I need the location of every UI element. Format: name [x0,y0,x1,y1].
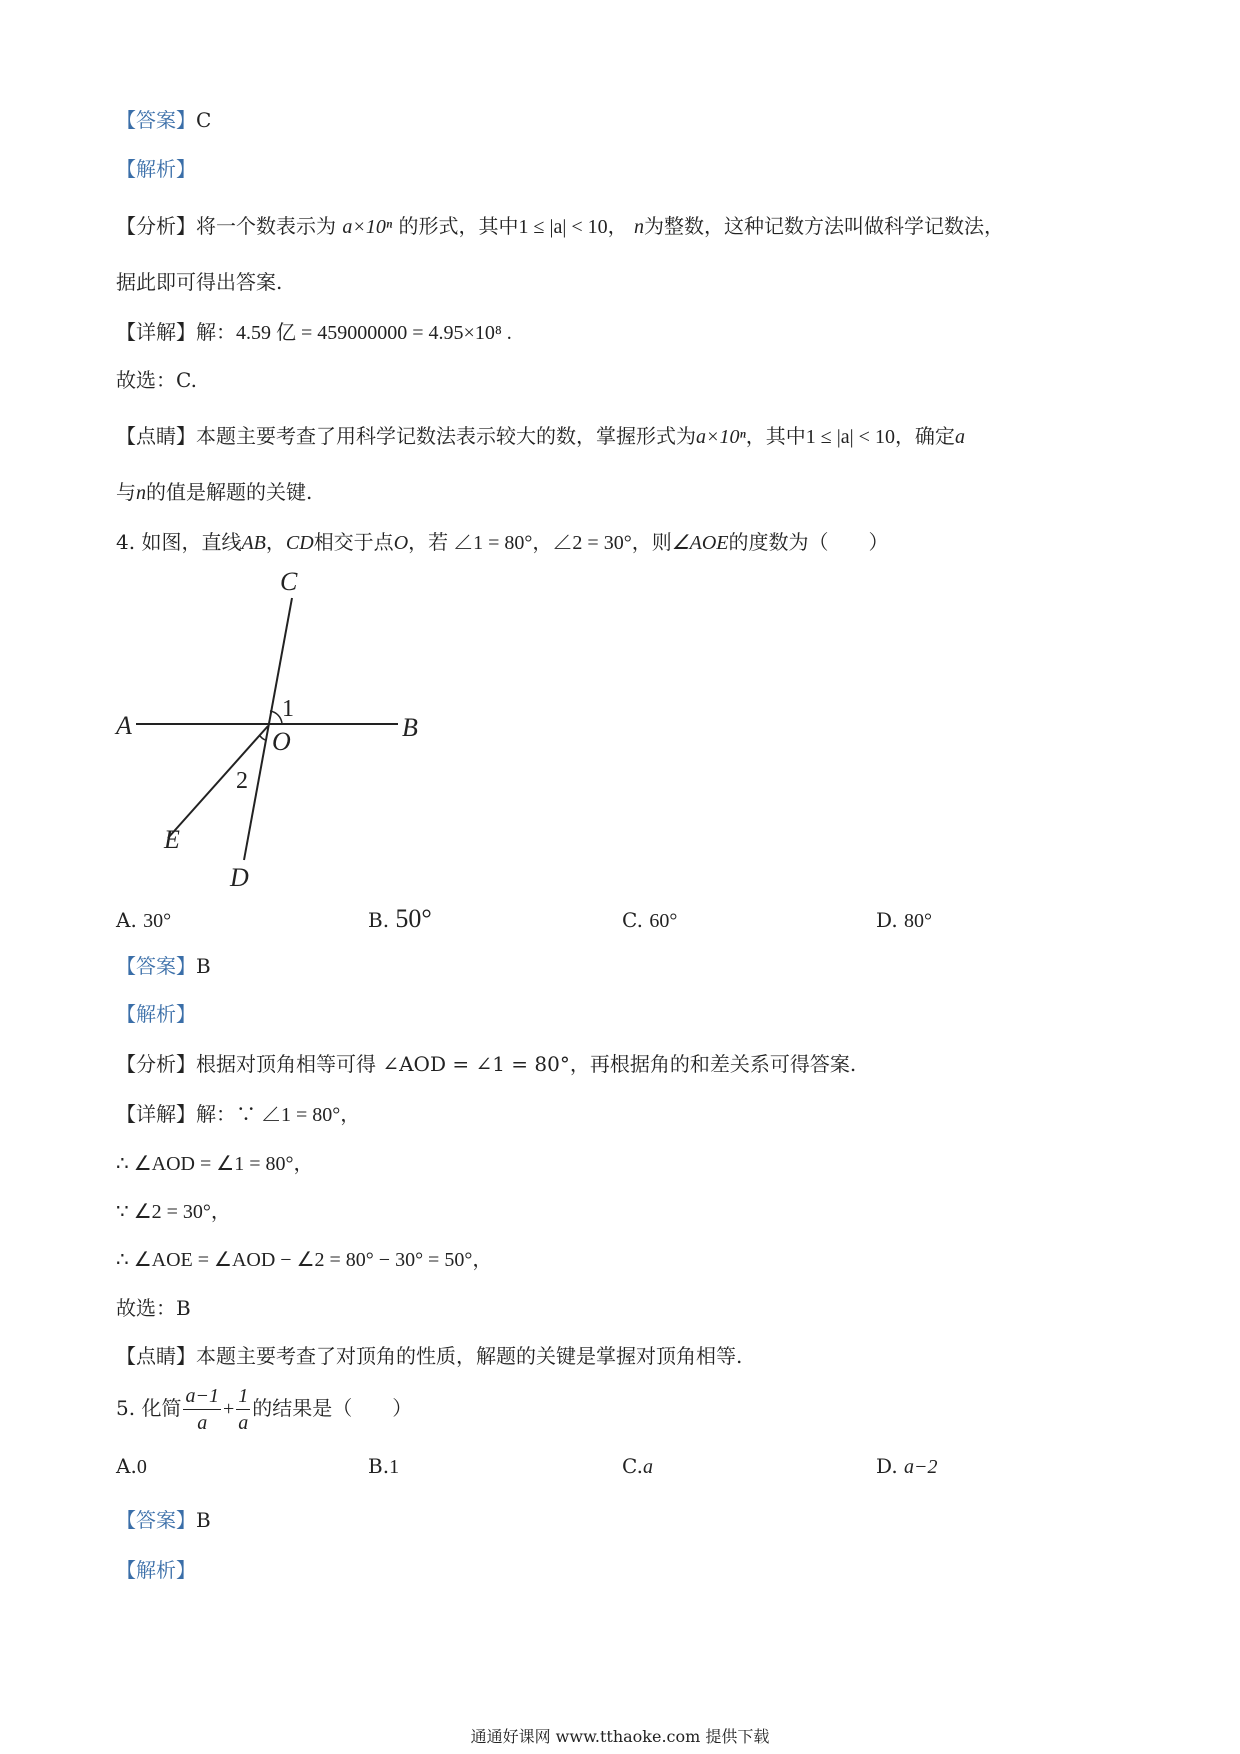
option-value: 50° [395,904,432,933]
math-n: n [136,482,146,504]
dianjing-text: 本题主要考查了对顶角的性质，解题的关键是掌握对顶角相等. [196,1344,743,1368]
math-o: O [393,532,409,554]
dianjing-text: ，确定 [894,424,955,448]
option-value: 60° [649,910,678,932]
option-key: D. [876,908,898,932]
q3-choose: 故选：C. [116,368,197,392]
answer-tag: 【答案】 [116,108,196,132]
dianjing-tag: 【点睛】 [116,424,196,448]
q4-option-b[interactable] [368,904,432,934]
fraction-numerator: 1 [236,1383,250,1410]
step-4: ∴ ∠AOE = ∠AOD − ∠2 = 80° − 30° = 50°， [116,1249,493,1271]
dianjing-text: ，其中 [745,424,806,448]
q5-option-c[interactable] [622,1454,653,1479]
stem-text: 的度数为（ ） [728,530,889,554]
angle-2-arc [260,736,265,740]
math-form: a×10ⁿ [342,216,393,238]
fenxi-text: 将一个数表示为 [196,214,336,238]
dianjing-tag: 【点睛】 [116,1344,196,1368]
stem-cond: ，若 ∠1 = 80°，∠2 = 30°，则 [408,532,672,554]
q4-fenxi [116,1050,856,1078]
geometry-figure [100,560,460,900]
xiangjie-tag: 【详解】 [116,1102,196,1126]
q4-option-d[interactable] [876,908,932,933]
dianjing-text: 与 [116,480,136,504]
step-2: ∴ ∠AOD = ∠1 = 80°， [116,1153,314,1175]
option-value: a−2 [904,1456,938,1478]
stem-text: 4. 如图，直线 [116,530,242,554]
label-e: E [164,825,180,854]
q4-xiangjie [116,1100,360,1129]
stem-text: 相交于点 [313,530,394,554]
xiangjie-tag: 【详解】 [116,320,196,344]
q5-option-b[interactable] [368,1454,399,1479]
option-key: A. [116,908,137,932]
math-n: n [634,216,645,238]
math-angle: ∠AOE [671,532,729,554]
label-angle-2: 2 [236,768,248,794]
stem-text: 的结果是（ ） [252,1396,413,1420]
option-key: D. [876,1454,898,1478]
label-angle-1: 1 [282,696,294,722]
answer-value: B [196,1508,211,1532]
q3-fenxi-line2: 据此即可得出答案. [116,270,283,294]
q4-option-a[interactable] [116,908,171,933]
fenxi-tag: 【分析】 [116,214,196,238]
ray-oe [168,726,268,838]
answer-value: C [196,108,212,132]
option-value: 80° [904,910,933,932]
fraction-numerator: a−1 [183,1383,221,1410]
answer-tag: 【答案】 [116,1508,196,1532]
q3-xiangjie [116,318,512,347]
dianjing-text: 本题主要考查了用科学记数法表示较大的数，掌握形式为 [196,424,696,448]
q3-dianjing-line2 [116,478,312,507]
fenxi-text: 根据对顶角相等可得 ∠AOD = ∠1 = 80°，再根据角的和差关系可得答案. [196,1052,857,1076]
fenxi-text: 的形式，其中 [398,214,519,238]
math-ab: AB [241,532,266,554]
label-a: A [116,711,132,740]
q4-choose: 故选：B [116,1296,191,1320]
q3-fenxi-line1 [116,212,1004,241]
page-footer: 通通好课网 www.tthaoke.com 提供下载 [470,1727,770,1746]
q5-answer [116,1506,211,1534]
q4-option-c[interactable] [622,908,677,933]
answer-tag: 【答案】 [116,954,196,978]
option-value: a [642,1456,653,1478]
q4-dianjing [116,1342,742,1370]
math-cond: 1 ≤ |a| < 10 [805,426,895,448]
option-key: B. [368,908,390,932]
option-value: 0 [136,1456,147,1478]
q3-dianjing-line1 [116,422,965,451]
plus-sign: + [222,1398,235,1420]
q5-option-d[interactable] [876,1454,938,1479]
fenxi-text: 为整数，这种记数方法叫做科学记数法， [644,214,1005,238]
q3-answer [116,106,211,134]
q3-analysis-tag: 【解析】 [116,157,196,181]
option-key: C. [622,908,643,932]
q4-analysis-tag: 【解析】 [116,1002,196,1026]
step-3: ∵ ∠2 = 30°， [116,1201,231,1223]
stem-text: 5. 化简 [116,1396,182,1420]
option-value: 1 [389,1456,400,1478]
math-cd: CD [285,532,314,554]
fraction-2 [236,1383,250,1436]
q5-option-a[interactable] [116,1454,147,1479]
math-cond: 1 ≤ |a| < 10， [518,216,628,238]
math-form: a×10ⁿ [696,426,746,448]
q4-answer [116,952,211,980]
option-value: 30° [143,910,172,932]
fraction-denominator: a [197,1412,208,1434]
label-o: O [272,727,291,756]
option-key: C. [622,1454,643,1478]
label-b: B [402,713,418,742]
fenxi-tag: 【分析】 [116,1052,196,1076]
fraction-1 [183,1383,221,1436]
xiangjie-text: 解：4.59 亿 = 459000000 = 4.95×10⁸ . [196,322,512,344]
step-1: 解：∵ ∠1 = 80°， [196,1104,361,1126]
fraction-denominator: a [238,1412,249,1434]
math-a: a [954,426,965,448]
stem-text: ， [265,530,286,554]
option-key: A. [116,1454,137,1478]
answer-value: B [196,954,211,978]
q5-stem [116,1380,412,1437]
option-key: B. [368,1454,390,1478]
dianjing-text: 的值是解题的关键. [146,480,313,504]
q5-analysis-tag: 【解析】 [116,1558,196,1582]
q4-stem [116,528,889,557]
label-d: D [230,863,249,892]
label-c: C [280,567,298,596]
